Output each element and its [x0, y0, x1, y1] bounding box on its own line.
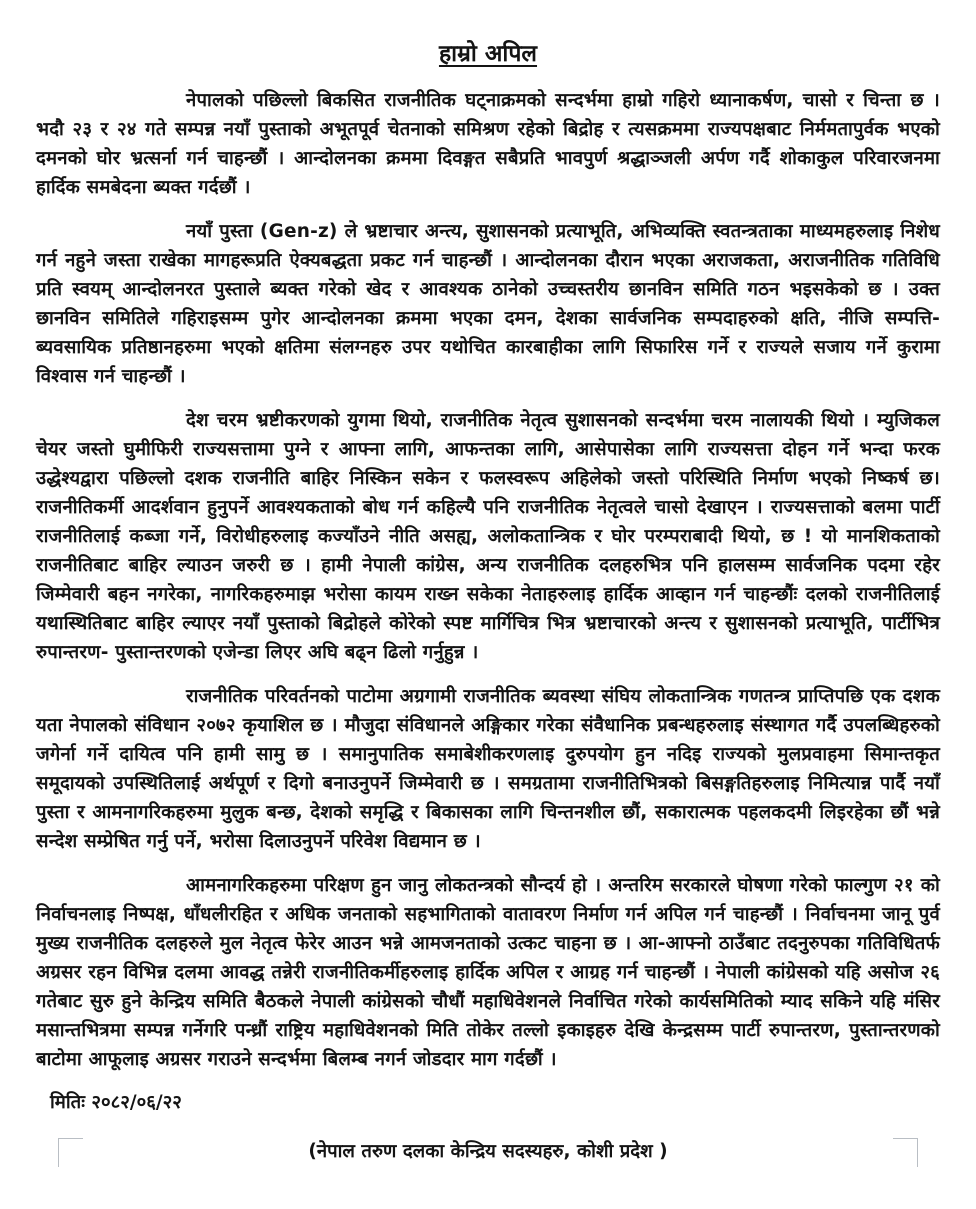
- paragraph-5: आमनागरिकहरुमा परिक्षण हुन जानु लोकतन्त्रको सौन्दर्य हो । अन्तरिम सरकारले घोषणा गरेको फाल्गुण २१ को निर्वाचनलाइ निष्पक्ष, धाँधलीरहित र अधिक जनताको सहभागिताको वातावरण निर्माण गर्न अपिल गर्न चाहन्छौं । निर्वाचनमा जानू पुर्व मुख्य राजनीतिक दलहरुले मुल नेतृत्व फेरेर आउन भन्ने आमजनताको उत्कट चाहना छ । आ-आफ्नो ठाउँबाट तदनुरुपका गतिविधितर्फ अग्रसर रहन विभिन्न दलमा आवद्ध तन्नेरी राजनीतिकर्मीहरुलाइ हार्दिक अपिल र आग्रह गर्न चाहन्छौं । नेपाली कांग्रेसको यहि असोज २६ गतेबाट सुरु हुने केन्द्रिय समिति बैठकले नेपाली कांग्रेसको चौधौं महाधिवेशनले निर्वाचित गरेको कार्यसमितिको म्याद सकिने यहि मंसिर मसान्तभित्रमा सम्पन्न गर्नेगरि पन्ध्रौं राष्ट्रिय महाधिवेशनको मिति तोकेर तल्लो इकाइहरु देखि केन्द्रसम्म पार्टी रुपान्तरण, पुस्तान्तरणको बाटोमा आफूलाइ अग्रसर गराउने सन्दर्भमा बिलम्ब नगर्न जोडदार माग गर्दछौं ।: [36, 875, 940, 1070]
- document-body: [36, 86, 940, 1074]
- paragraph-1: नेपालको पछिल्लो बिकसित राजनीतिक घट्नाक्रमको सन्दर्भमा हाम्रो गहिरो ध्यानाकर्षण, चासो र चिन्ता छ । भदौ २३ र २४ गते सम्पन्न नयाँ पुस्ताको अभूतपूर्व चेतनाको समिश्रण रहेको बिद्रोह र त्यसक्रममा राज्यपक्षबाट निर्ममतापुर्वक भएको दमनको घोर भ्रत्सर्ना गर्न चाहन्छौं । आन्दोलनका क्रममा दिवङ्गत सबैप्रति भावपुर्ण श्रद्धाञ्जली अर्पण गर्दै शोकाकुल परिवारजनमा हार्दिक समबेदना ब्यक्त गर्दछौं ।: [36, 90, 940, 198]
- page-corner-mark-right: [893, 1138, 918, 1167]
- page-corner-mark-left: [58, 1138, 83, 1167]
- page-title: हाम्रो अपिल: [438, 41, 538, 67]
- paragraph-3: देश चरम भ्रष्टीकरणको युगमा थियो, राजनीतिक नेतृत्व सुशासनको सन्दर्भमा चरम नालायकी थियो । म्युजिकल चेयर जस्तो घुमीफिरी राज्यसत्तामा पुग्ने र आफ्ना लागि, आफन्तका लागि, आसेपासेका लागि राज्यसत्ता दोहन गर्ने भन्दा फरक उद्धेश्यद्वारा पछिल्लो दशक राजनीति बाहिर निस्किन सकेन र फलस्वरूप अहिलेको जस्तो परिस्थिति निर्माण भएको निष्कर्ष छ। राजनीतिकर्मी आदर्शवान हुनुपर्ने आवश्यकताको बोध गर्न कहिल्यै पनि राजनीतिक नेतृत्वले चासो देखाएन । राज्यसत्ताको बलमा पार्टी राजनीतिलाई कब्जा गर्ने, विरोधीहरुलाइ कज्याँउने नीति असह्य, अलोकतान्त्रिक र घोर परम्पराबादी थियो, छ ! यो मानशिकताको राजनीतिबाट बाहिर ल्याउन जरुरी छ । हामी नेपाली कांग्रेस, अन्य राजनीतिक दलहरुभित्र पनि हालसम्म सार्वजनिक पदमा रहेर जिम्मेवारी बहन नगरेका, नागरिकहरुमाझ भरोसा कायम राख्न सकेका नेताहरुलाइ हार्दिक आव्हान गर्न चाहन्छौंः दलको राजनीतिलाई यथास्थितिबाट बाहिर ल्याएर नयाँ पुस्ताको बिद्रोहले कोरेको स्पष्ट मार्गिचित्र भित्र भ्रष्टाचारको अन्त्य र सुशासनको प्रत्याभूति, पार्टीभित्र रुपान्तरण- पुस्तान्तरणको एजेन्डा लिएर अघि बढ्न ढिलो गर्नुहुन्न ।: [36, 410, 940, 663]
- paragraph-2: नयाँ पुस्ता (Gen-z) ले भ्रष्टाचार अन्त्य, सुशासनको प्रत्याभूति, अभिव्यक्ति स्वतन्त्रताका माध्यमहरुलाइ निशेध गर्न नहुने जस्ता राखेका मागहरूप्रति ऐक्यबद्धता प्रकट गर्न चाहन्छौं । आन्दोलनका दौरान भएका अराजकता, अराजनीतिक गतिविधि प्रति स्वयम् आन्दोलनरत पुस्ताले ब्यक्त गरेको खेद र आवश्यक ठानेको उच्चस्तरीय छानविन समिति गठन भइसकेको छ । उक्त छानविन समितिले गहिराइसम्म पुगेर आन्दोलनका क्रममा भएका दमन, देशका सार्वजनिक सम्पदाहरुको क्षति, नीजि सम्पत्ति- ब्यवसायिक प्रतिष्ठानहरुमा भएको क्षतिमा संलग्नहरु उपर यथोचित कारबाहीका लागि सिफारिस गर्ने र राज्यले सजाय गर्ने कुरामा विश्वास गर्न चाहन्छौं ।: [36, 221, 940, 387]
- signature-line: (नेपाल तरुण दलका केन्द्रिय सदस्यहरु, कोशी प्रदेश ): [308, 1141, 668, 1162]
- paragraph-4: राजनीतिक परिवर्तनको पाटोमा अग्रगामी राजनीतिक ब्यवस्था संघिय लोकतान्त्रिक गणतन्त्र प्राप्तिपछि एक दशक यता नेपालको संविधान २०७२ कृयाशिल छ । मौजुदा संविधानले अङ्गिकार गरेका संवैधानिक प्रबन्धहरुलाइ संस्थागत गर्दै उपलब्धिहरुको जगेर्ना गर्ने दायित्व पनि हामी सामु छ । समानुपातिक समाबेशीकरणलाइ दुरुपयोग हुन नदिइ राज्यको मुलप्रवाहमा सिमान्तकृत समूदायको उपस्थितिलाई अर्थपूर्ण र दिगो बनाउनुपर्ने जिम्मेवारी छ । समग्रतामा राजनीतिभित्रको बिसङ्गतिहरुलाइ निमित्यान्न पार्दै नयाँ पुस्ता र आमनागरिकहरुमा मुलुक बन्छ, देशको समृद्धि र बिकासका लागि चिन्तनशील छौं, सकारात्मक पहलकदमी लिइरहेका छौं भन्ने सन्देश सम्प्रेषित गर्नु पर्ने, भरोसा दिलाउनुपर्ने परिवेश विद्यमान छ ।: [36, 686, 940, 852]
- date-line: मितिः २०८२/०६/२२: [50, 1092, 182, 1113]
